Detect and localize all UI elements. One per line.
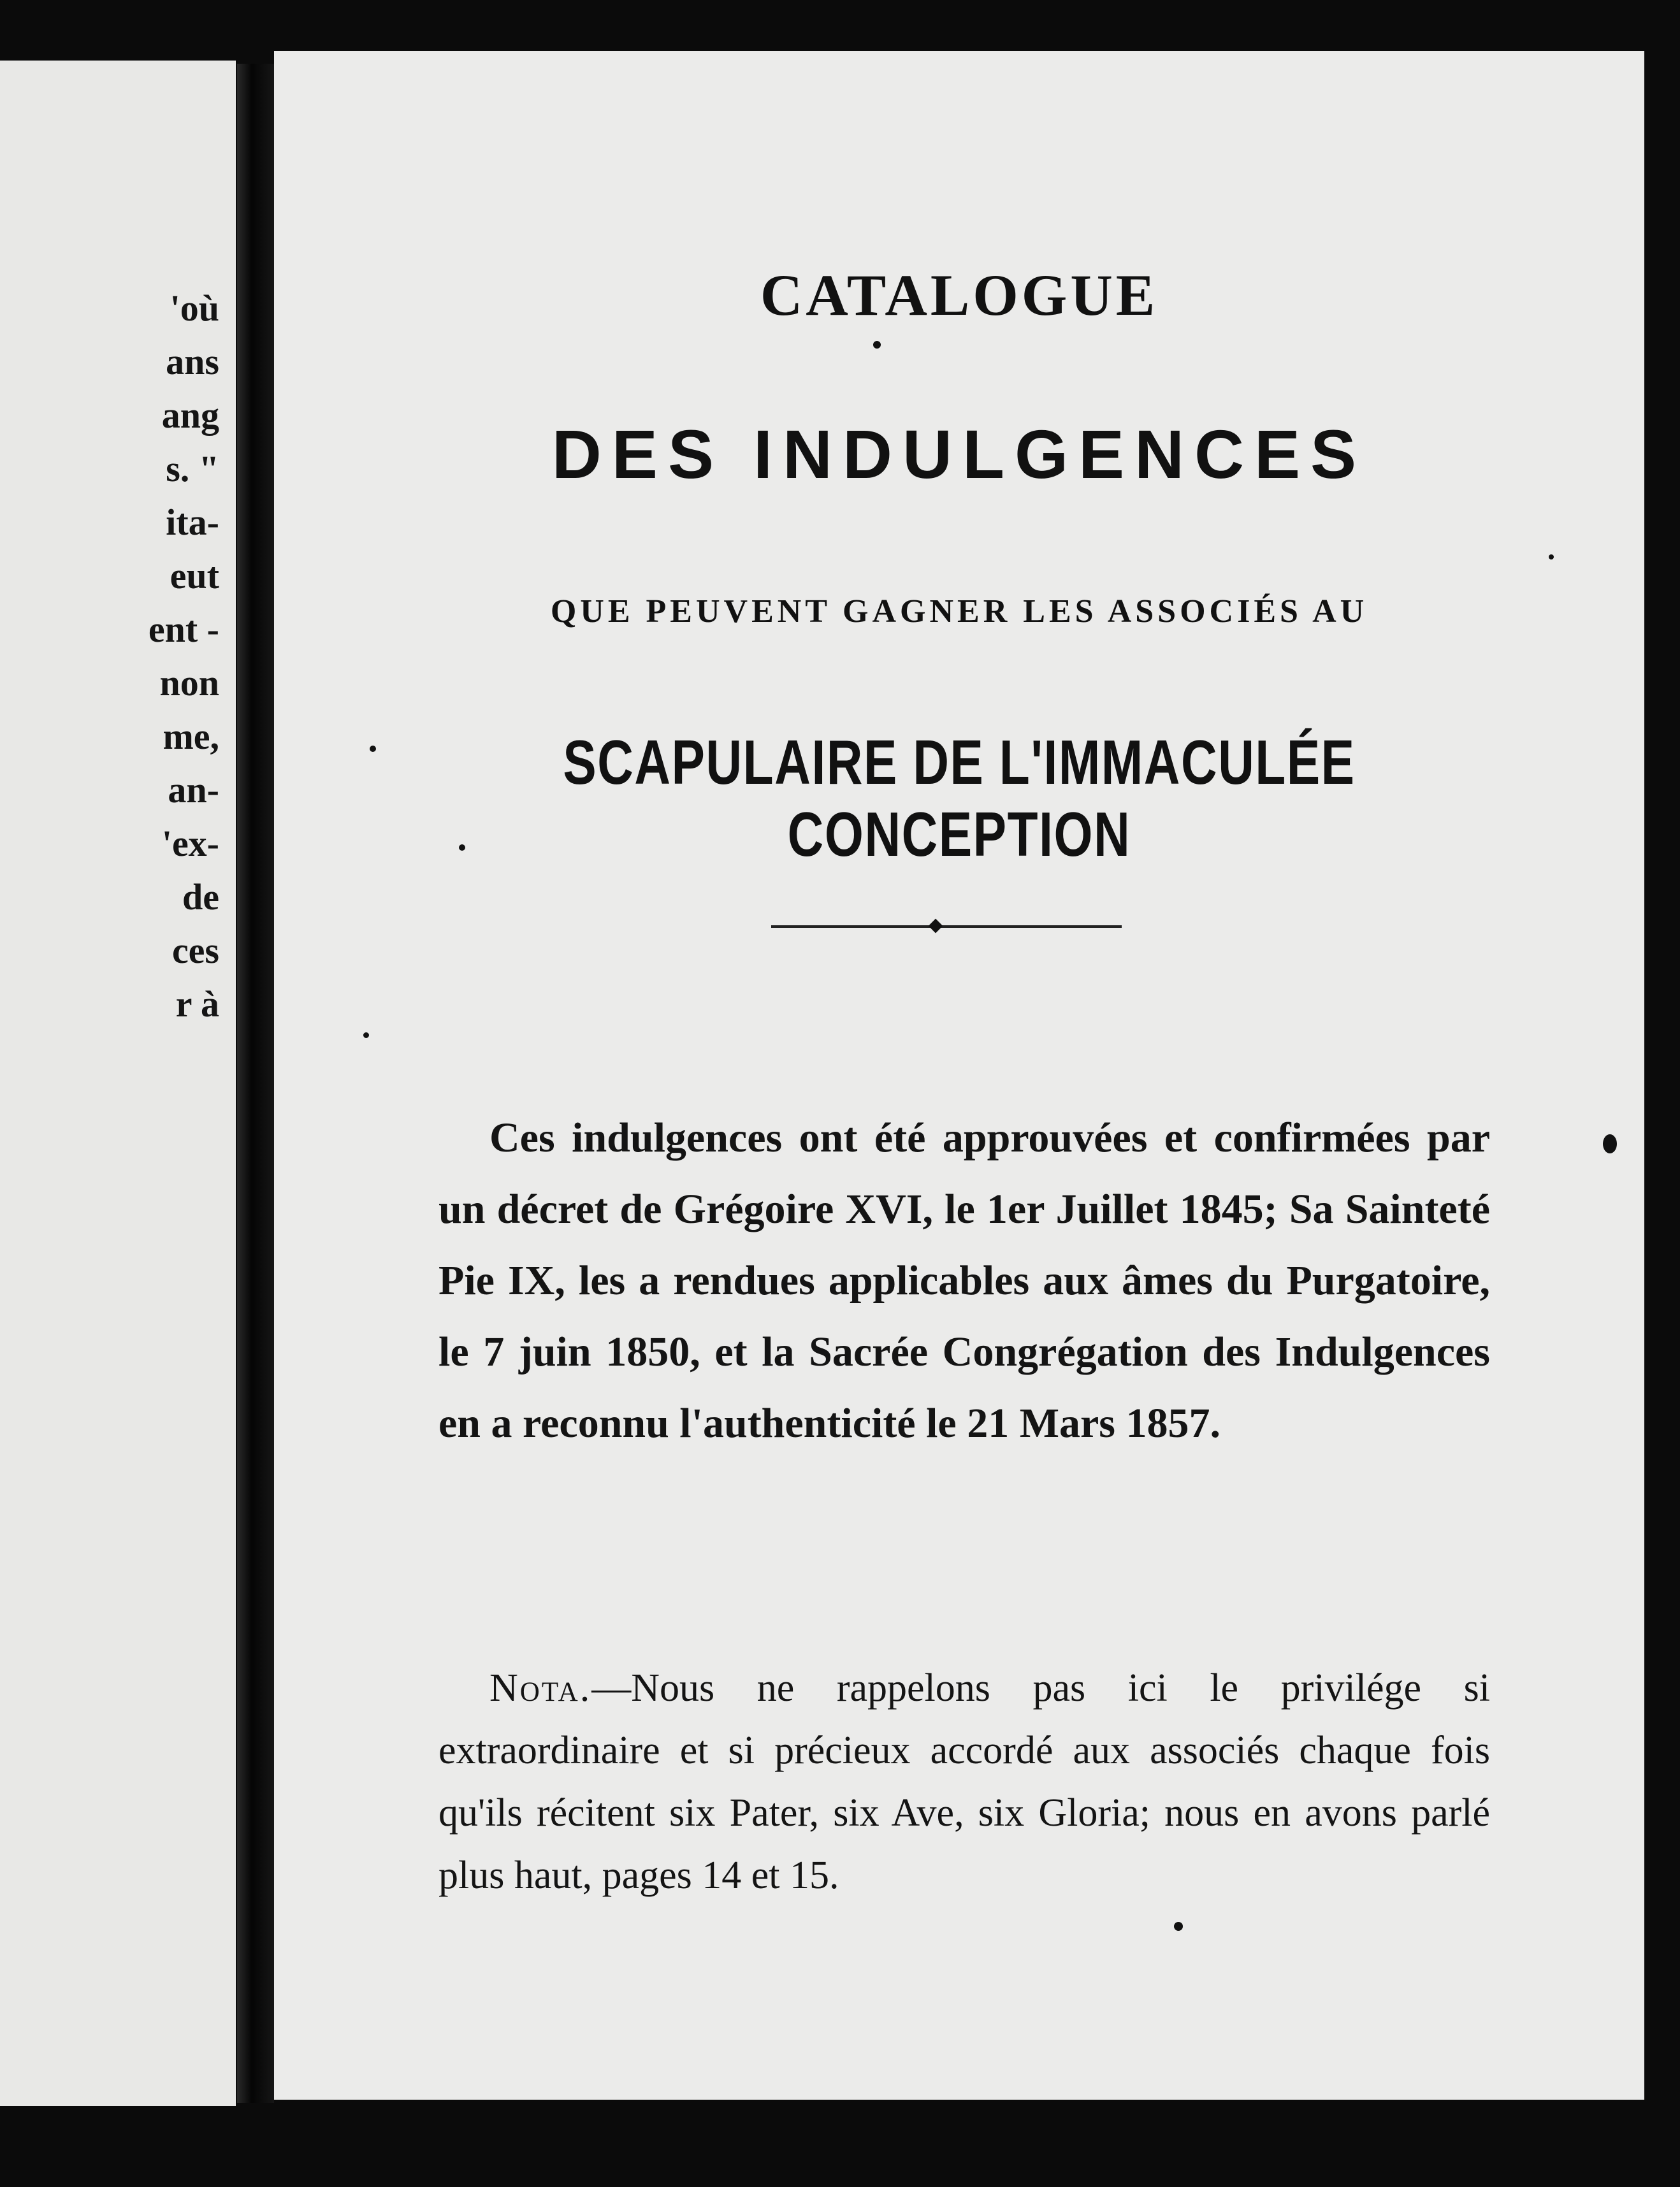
left-line: an- — [168, 769, 219, 811]
left-line: eut — [170, 555, 219, 596]
left-line: ang — [161, 394, 219, 436]
ink-speck — [370, 746, 376, 752]
ink-speck — [873, 341, 881, 349]
main-paragraph: Ces indulgences ont été approuvées et confirmées par un décret de Grégoire XVI, le 1er Juillet 1845; Sa Sainteté Pie IX, les a rendues applicables aux âmes du Purgatoire, le 7 juin 1850, et la Sacrée Congrégation des Indulgences en a reconnu l'authenticité le 21 Mars 1857. — [438, 1115, 1490, 1447]
book-spine — [237, 64, 274, 2103]
left-page — [0, 61, 236, 2106]
title-indulgences: DES INDULGENCES — [551, 415, 1367, 493]
left-page-text — [148, 287, 219, 1039]
title-scapulaire: SCAPULAIRE DE L'IMMACULÉE CONCEPTION — [563, 727, 1356, 869]
subtitle-associes: QUE PEUVENT GAGNER LES ASSOCIÉS AU — [550, 593, 1368, 630]
ink-speck — [1603, 1134, 1617, 1153]
left-line: ent - — [148, 609, 219, 650]
ink-speck — [459, 844, 465, 851]
left-line: de — [182, 876, 219, 918]
ornamental-divider — [771, 925, 1122, 928]
left-line: ita- — [166, 502, 219, 543]
left-line: r à — [175, 983, 219, 1025]
ink-speck — [1174, 1922, 1183, 1931]
nota-text: —Nous ne rappelons pas ici le privilége si extraordinaire et si précieux accordé aux associés chaque fois qu'ils récitent six Pater, six Ave, six Gloria; nous en avons parlé plus haut, pages 14 et 15. — [438, 1666, 1490, 1897]
left-line: ces — [171, 930, 219, 971]
left-line: me, — [163, 716, 219, 757]
left-line: s. " — [166, 448, 219, 489]
left-line: non — [159, 662, 219, 704]
left-line: 'ex- — [161, 823, 219, 864]
ink-speck — [1549, 554, 1554, 559]
nota-paragraph — [438, 1657, 1490, 1907]
left-line: 'où — [170, 287, 219, 329]
title-catalogue: CATALOGUE — [760, 263, 1159, 328]
nota-label: Nota. — [489, 1666, 592, 1710]
right-page — [274, 51, 1644, 2100]
left-line: ans — [166, 341, 219, 382]
ink-speck — [363, 1032, 369, 1038]
